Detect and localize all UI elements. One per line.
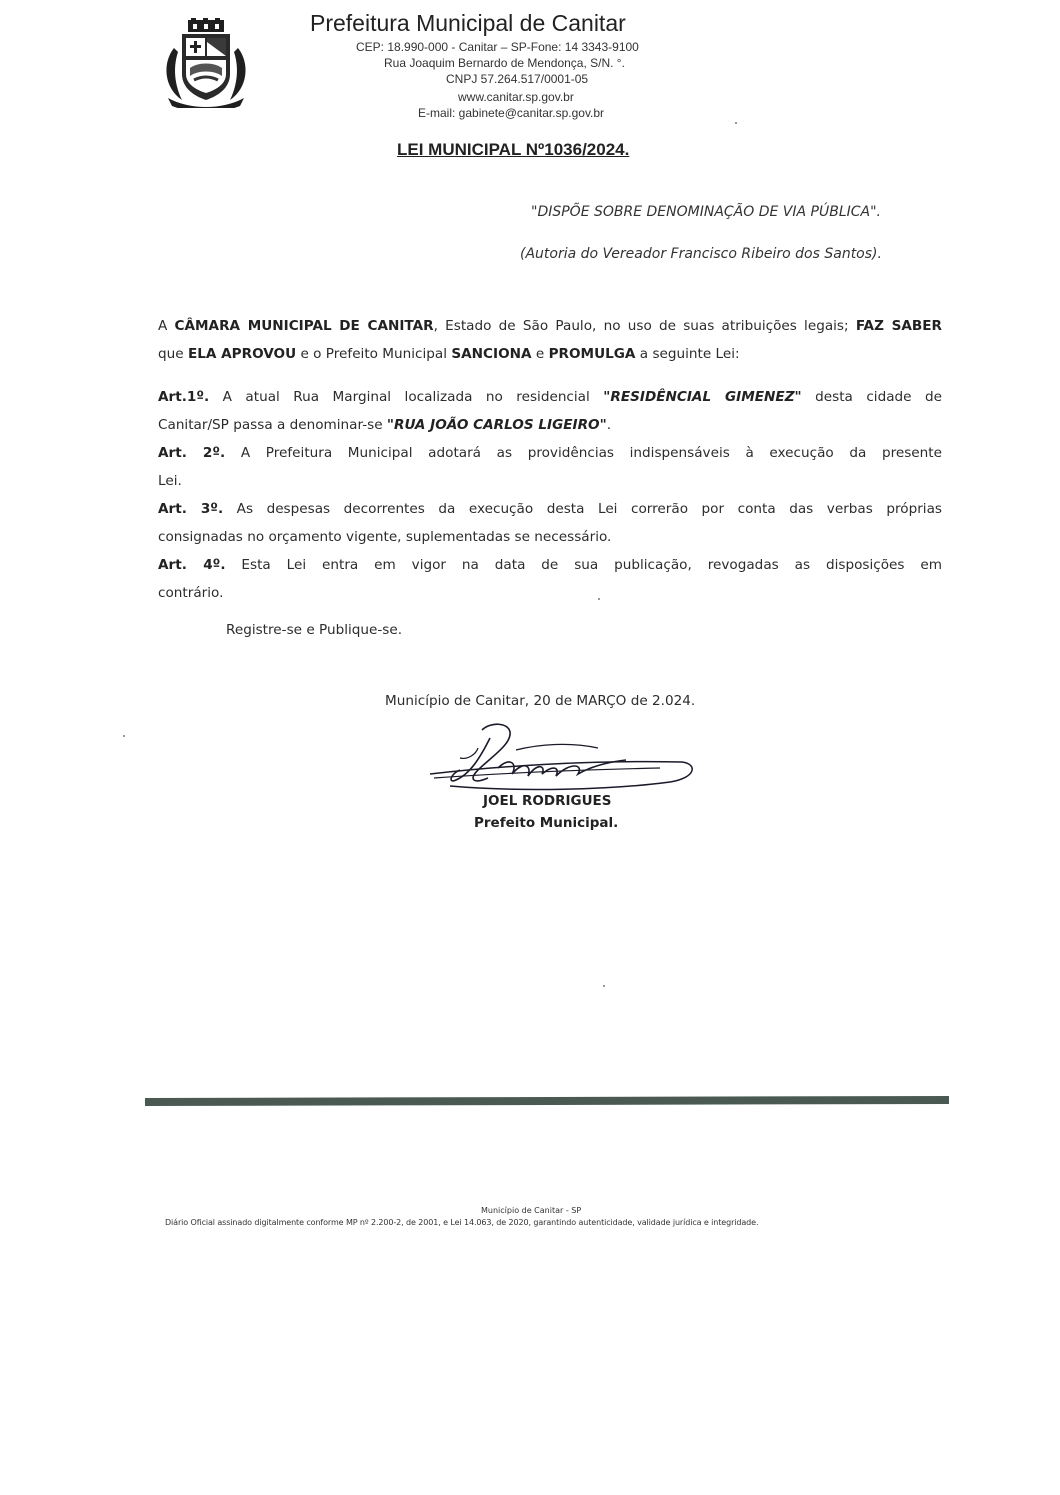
article-label: Art. 2º. [158,445,226,461]
faz-saber: FAZ SABER [855,318,942,334]
scan-speck [598,598,600,600]
date-line: Município de Canitar, 20 de MARÇO de 2.024. [385,693,696,709]
article-4: Art. 4º. Esta Lei entra em vigor na data de sua publicação, revogadas as disposições em contrário. [158,557,942,601]
signatory-role: Prefeito Municipal. [474,815,619,831]
camara-name: CÂMARA MUNICIPAL DE CANITAR [174,318,434,334]
footer-legal-notice: Diário Oficial assinado digitalmente conforme MP nº 2.200-2, de 2001, e Lei 14.063, de 2020, garantindo autenticidade, validade jurídica e integridade. [165,1218,759,1227]
signatory-name: JOEL RODRIGUES [483,793,612,809]
article-label: Art. 3º. [158,501,224,517]
article-label: Art. 4º. [158,557,226,573]
article-3: Art. 3º. As despesas decorrentes da execução desta Lei correrão por conta das verbas próprias consignadas no orçamento vigente, suplementadas se necessário. [158,501,942,545]
scan-speck [123,735,125,737]
header-address-line: Rua Joaquim Bernardo de Mendonça, S/N. °. [384,56,625,70]
article-label: Art.1º. [158,389,210,405]
header-title: Prefeitura Municipal de Canitar [310,10,626,36]
law-title: LEI MUNICIPAL Nº1036/2024. [397,140,630,159]
footer-municipality: Município de Canitar - SP [481,1206,582,1215]
header-website: www.canitar.sp.gov.br [458,90,574,104]
municipal-crest-logo [160,18,252,108]
closing-text: Registre-se e Publique-se. [226,622,403,638]
article-2: Art. 2º. A Prefeitura Municipal adotará as providências indispensáveis à execução da presente Lei. [158,445,942,489]
header-cnpj: CNPJ 57.264.517/0001-05 [446,72,589,86]
preamble: A CÂMARA MUNICIPAL DE CANITAR, Estado de São Paulo, no uso de suas atribuições legais; FAZ SABER que ELA APROVOU e o Prefeito Municipal SANCIONA e PROMULGA a seguinte Lei: [158,318,942,362]
scan-speck [735,122,737,124]
article-1: Art.1º. A atual Rua Marginal localizada no residencial "RESIDÊNCIAL GIMENEZ" desta cidade de Canitar/SP passa a denominar-se "RUA JOÃO CARLOS LIGEIRO". [158,389,942,433]
law-authorship: (Autoria do Vereador Francisco Ribeiro dos Santos). [520,246,882,262]
scan-speck [603,985,605,987]
footer-divider-bar [145,1096,949,1106]
law-subject: "DISPÕE SOBRE DENOMINAÇÃO DE VIA PÚBLICA". [531,204,881,220]
header-email: E-mail: gabinete@canitar.sp.gov.br [418,106,605,120]
header-address-line: CEP: 18.990-000 - Canitar – SP-Fone: 14 3343-9100 [356,40,639,54]
